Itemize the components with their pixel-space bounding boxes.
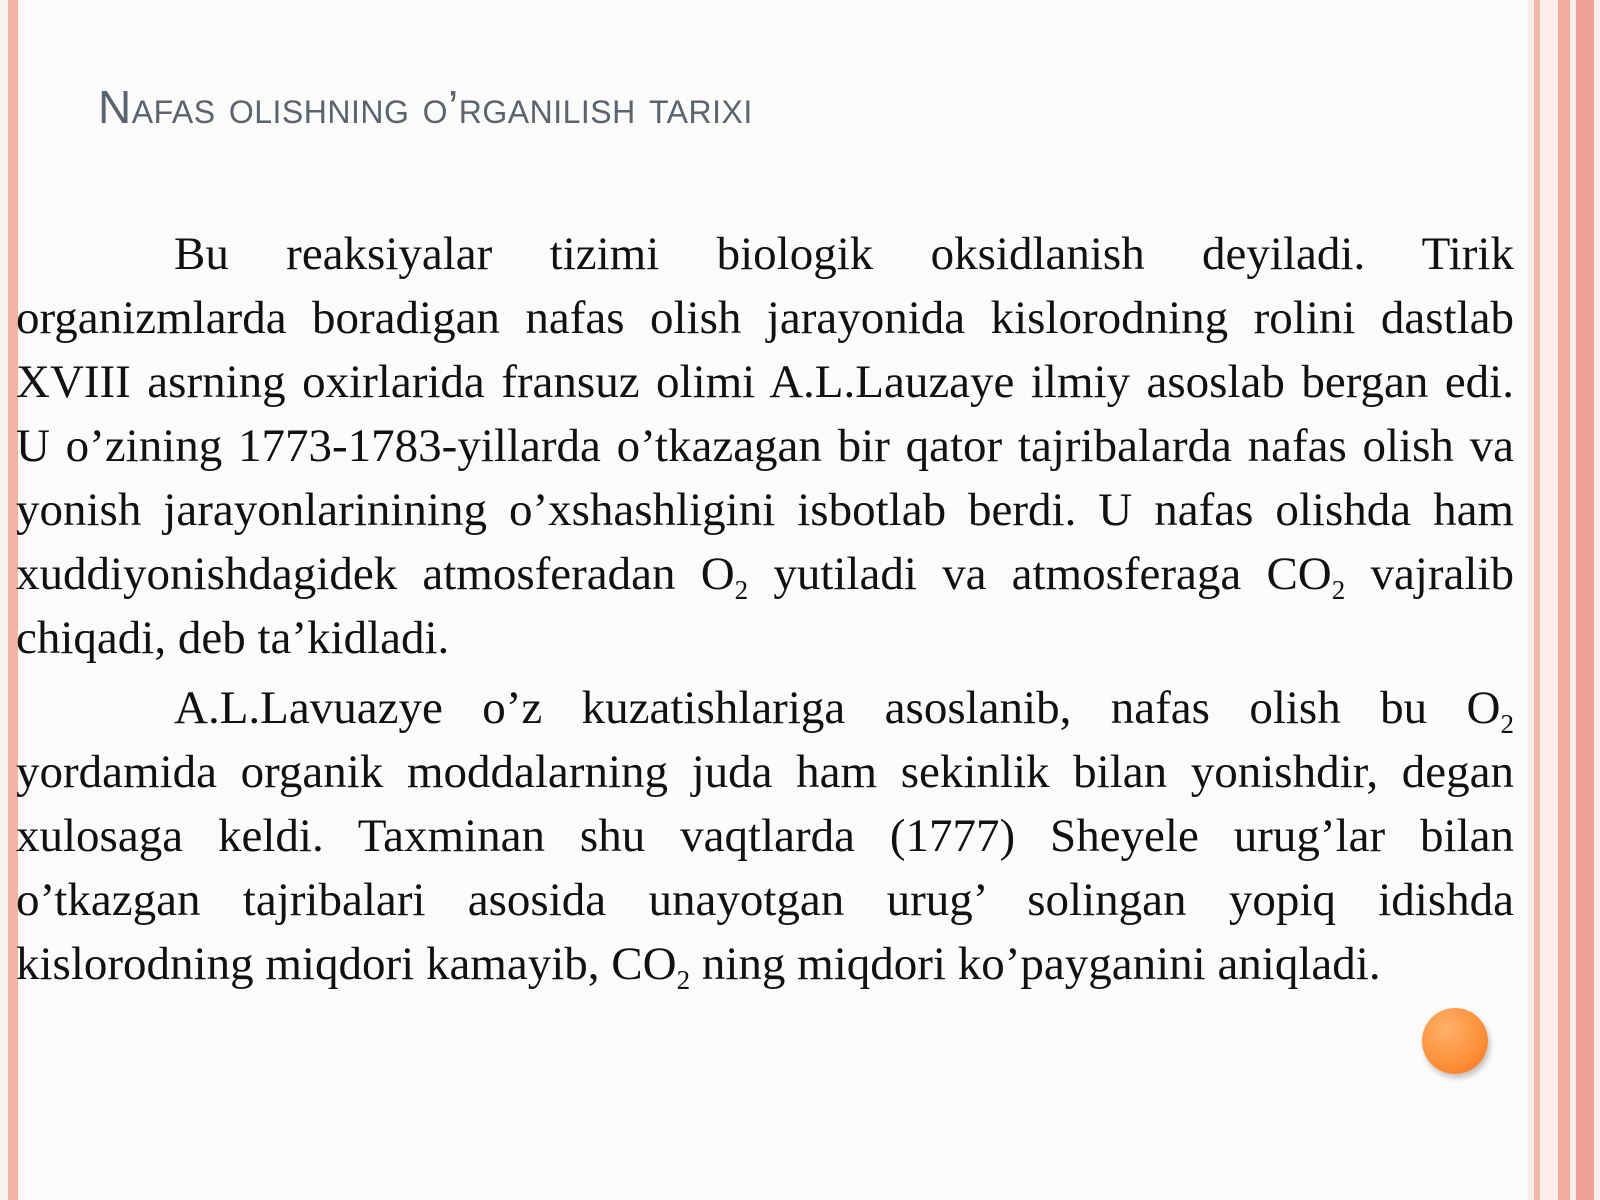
- paragraph-1-text-a: Bu reaksiyalar tizimi biologik oksidlanish deyiladi. Tirik organizmlarda boradigan nafas olish jarayonida kislorodning rolini dastlab XVIII asrning oxirlarida fransuz olimi A.L.Lauzaye ilmiy asoslab bergan edi. U o’zining 1773-1783-yillarda o’tkazagan bir qator tajribalarda nafas olish va yonish jarayonlarinining o’xshashligini isbotlab berdi. U nafas olishda ham xuddiyonishdagidek atmosferadan O: [16, 228, 1514, 600]
- paragraph-1: [16, 222, 1514, 670]
- right-accent-stripe-wide: [1576, 0, 1594, 1200]
- paragraph-2: [16, 676, 1514, 996]
- paragraph-1-text-c: vajralib chiqadi, deb ta’kidladi.: [16, 548, 1514, 664]
- laser-pointer-icon: [1422, 1008, 1488, 1074]
- right-accent-stripe-thin: [1534, 0, 1540, 1200]
- paragraph-1-text-b: yutiladi va atmosferaga CO: [748, 548, 1332, 600]
- right-accent-stripe-medium: [1558, 0, 1570, 1200]
- paragraph-2-text-c: ning miqdori ko’payganini aniqladi.: [690, 938, 1381, 990]
- subscript-o2: 2: [734, 575, 749, 605]
- slide-body: [16, 222, 1514, 1002]
- paragraph-2-text-a: A.L.Lavuazye o’z kuzatishlariga asoslanib, nafas olish bu O: [174, 682, 1501, 734]
- subscript-co2: 2: [1331, 575, 1346, 605]
- subscript-o2: 2: [1500, 709, 1514, 739]
- subscript-co2: 2: [676, 965, 691, 995]
- paragraph-2-text-b: yordamida organik moddalarning juda ham sekinlik bilan yonishdir, degan xulosaga keldi. Taxminan shu vaqtlarda (1777) Sheyele urug’lar bilan o’tkazgan tajribalari asosida unayotgan urug’ solingan yopiq idishda kislorodning miqdori kamayib, CO: [16, 746, 1514, 990]
- slide-title: Nafas olishning o’rganilish tarixi: [98, 81, 753, 133]
